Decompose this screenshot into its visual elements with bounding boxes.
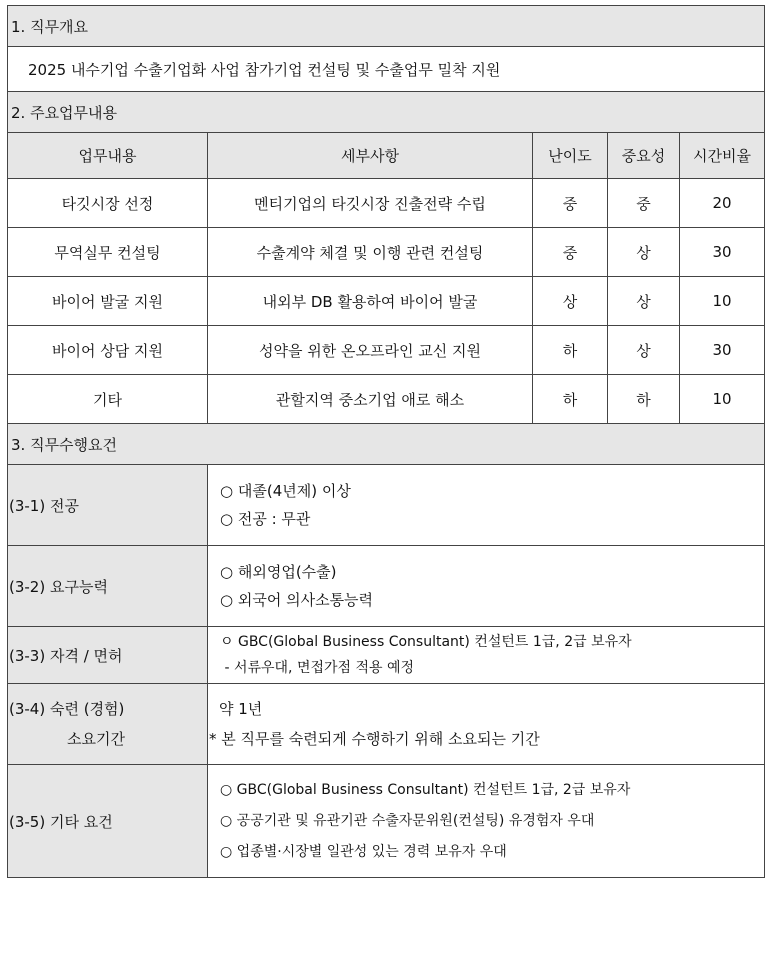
section-title-overview: 1. 직무개요	[8, 6, 765, 47]
requirement-value	[208, 546, 765, 627]
table-row	[8, 228, 765, 277]
table-cell: 하	[533, 375, 608, 424]
table-cell: 20	[680, 179, 765, 228]
requirement-label: (3-2) 요구능력	[8, 546, 208, 627]
table-cell: 수출계약 체결 및 이행 관련 컨설팅	[208, 228, 533, 277]
table-row	[8, 326, 765, 375]
requirement-label: (3-5) 기타 요건	[8, 765, 208, 878]
requirement-row-ability	[8, 546, 765, 627]
requirement-row-major	[8, 465, 765, 546]
requirement-value	[208, 627, 765, 684]
table-cell: 중	[533, 228, 608, 277]
column-header: 세부사항	[208, 133, 533, 179]
table-row	[8, 375, 765, 424]
table-cell: 10	[680, 375, 765, 424]
requirement-line: * 본 직무를 숙련되게 수행하기 위해 소요되는 기간	[209, 730, 540, 748]
requirement-row-other	[8, 765, 765, 878]
table-cell: 기타	[8, 375, 208, 424]
column-header: 중요성	[608, 133, 680, 179]
table-cell: 중	[533, 179, 608, 228]
table-cell: 상	[608, 326, 680, 375]
table-cell: 상	[533, 277, 608, 326]
requirement-line: ○ 외국어 의사소통능력	[220, 591, 374, 609]
requirement-line: ○ GBC(Global Business Consultant) 컨설턴트 1급, 2급 보유자	[220, 781, 631, 798]
requirement-label	[8, 684, 208, 765]
requirement-value	[208, 465, 765, 546]
requirement-row-license	[8, 627, 765, 684]
table-cell: 무역실무 컨설팅	[8, 228, 208, 277]
table-cell: 상	[608, 277, 680, 326]
table-cell: 30	[680, 228, 765, 277]
requirement-label-line: (3-4) 숙련 (경험)	[9, 700, 125, 718]
table-cell: 하	[608, 375, 680, 424]
table-cell: 성약을 위한 온오프라인 교신 지원	[208, 326, 533, 375]
requirement-value	[208, 765, 765, 878]
requirement-line: ○ 업종별·시장별 일관성 있는 경력 보유자 우대	[220, 843, 507, 860]
requirement-line: ㅇ GBC(Global Business Consultant) 컨설턴트 1급, 2급 보유자	[220, 634, 632, 650]
column-header: 난이도	[533, 133, 608, 179]
column-header: 시간비율	[680, 133, 765, 179]
requirement-line: ○ 해외영업(수출)	[220, 563, 337, 581]
job-description-table	[7, 5, 765, 878]
section-title-duties: 2. 주요업무내용	[8, 92, 765, 133]
table-row	[8, 179, 765, 228]
requirement-line: ○ 전공 : 무관	[220, 510, 311, 528]
table-cell: 내외부 DB 활용하여 바이어 발굴	[208, 277, 533, 326]
job-description-document	[7, 5, 764, 878]
requirement-label: (3-1) 전공	[8, 465, 208, 546]
requirement-row-experience	[8, 684, 765, 765]
section-title-requirements: 3. 직무수행요건	[8, 424, 765, 465]
requirement-line: ○ 공공기관 및 유관기관 수출자문위원(컨설팅) 유경험자 우대	[220, 812, 595, 829]
table-cell: 하	[533, 326, 608, 375]
requirement-line: 약 1년	[219, 700, 263, 718]
table-cell: 중	[608, 179, 680, 228]
table-cell: 10	[680, 277, 765, 326]
table-cell: 멘티기업의 타깃시장 진출전략 수립	[208, 179, 533, 228]
requirement-label: (3-3) 자격 / 면허	[8, 627, 208, 684]
table-cell: 타깃시장 선정	[8, 179, 208, 228]
column-header: 업무내용	[8, 133, 208, 179]
table-cell: 바이어 발굴 지원	[8, 277, 208, 326]
table-row	[8, 277, 765, 326]
table-cell: 상	[608, 228, 680, 277]
table-cell: 관할지역 중소기업 애로 해소	[208, 375, 533, 424]
table-cell: 바이어 상담 지원	[8, 326, 208, 375]
requirement-line: ○ 대졸(4년제) 이상	[220, 482, 351, 500]
duties-header-row	[8, 133, 765, 179]
requirement-line: - 서류우대, 면접가점 적용 예정	[220, 660, 415, 676]
table-cell: 30	[680, 326, 765, 375]
requirement-value	[208, 684, 765, 765]
overview-text: 2025 내수기업 수출기업화 사업 참가기업 컨설팅 및 수출업무 밀착 지원	[8, 47, 765, 92]
requirement-label-line: 소요기간	[67, 730, 125, 748]
